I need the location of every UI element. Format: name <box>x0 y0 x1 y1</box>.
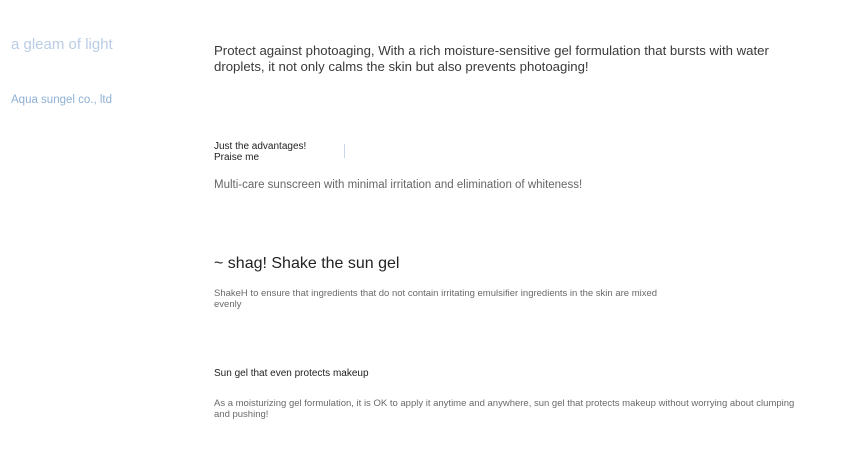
intro-paragraph: Protect against photoaging, With a rich moisture-sensitive gel formulation that bursts with water droplets, it not only calms the skin but also prevents photoaging! <box>214 43 769 74</box>
sidebar <box>11 0 191 453</box>
makeup-heading: Sun gel that even protects makeup <box>214 368 369 379</box>
shake-heading: ~ shag! Shake the sun gel <box>214 255 400 272</box>
shake-text: ShakeH to ensure that ingredients that do not contain irritating emulsifier ingredients in the skin are mixed evenly <box>214 288 658 310</box>
text-cursor <box>344 144 345 158</box>
company-name-link[interactable]: Aqua sungel co., ltd <box>11 94 113 106</box>
advantages-heading: Just the advantages! Praise me <box>214 141 307 163</box>
makeup-text: As a moisturizing gel formulation, it is OK to apply it anytime and anywhere, sun gel that protects makeup without worrying about clumping and pushing! <box>214 398 795 420</box>
main-content <box>214 0 814 453</box>
advantages-text: Multi-care sunscreen with minimal irritation and elimination of whiteness! <box>214 179 583 191</box>
brand-tagline[interactable]: a gleam of light <box>11 36 113 53</box>
